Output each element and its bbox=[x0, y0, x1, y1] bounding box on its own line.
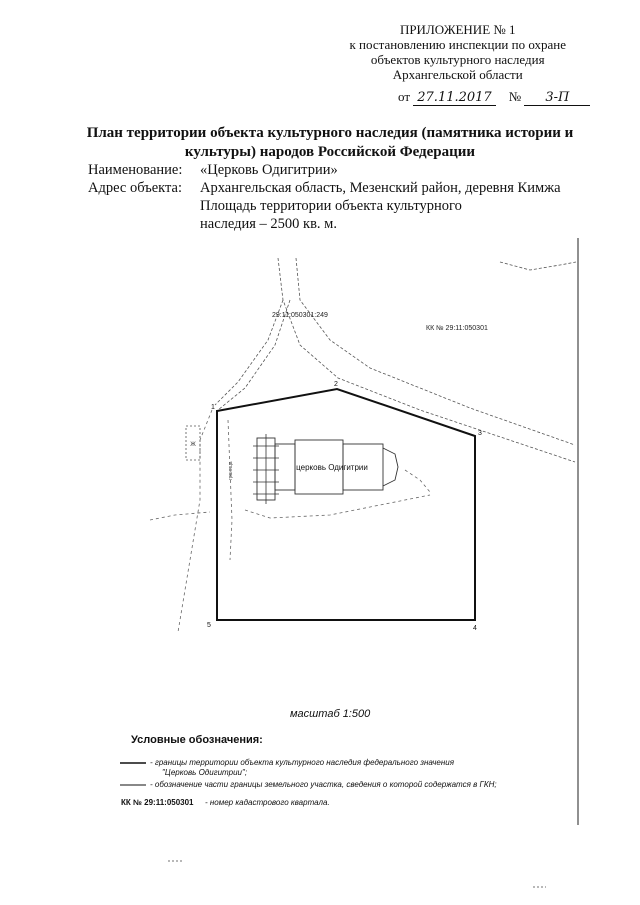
area-line-2: наследия – 2500 кв. м. bbox=[200, 216, 337, 232]
road-line-a bbox=[278, 258, 575, 462]
date-prefix: от bbox=[398, 89, 411, 104]
point-4: 4 bbox=[473, 625, 477, 632]
document-title: План территории объекта культурного наследия (памятника истории и культуры) народов Российской Федерации bbox=[86, 125, 574, 160]
point-2: 2 bbox=[334, 381, 338, 388]
number-value: 3-П bbox=[524, 90, 590, 106]
parcel-number-label: 29:11:050301:249 bbox=[272, 312, 328, 319]
legend-item-3-text: - номер кадастрового квартала. bbox=[205, 798, 330, 807]
legend-item-2-text: - обозначение части границы земельного участка, сведения о которой содержатся в ГКН; bbox=[150, 780, 497, 789]
territory-boundary bbox=[217, 389, 475, 620]
legend-item-1-text: - границы территории объекта культурного наследия федерального значения bbox=[150, 758, 455, 767]
point-1: 1 bbox=[211, 404, 215, 411]
number-prefix: № bbox=[508, 89, 522, 104]
appendix-line-2: объектов культурного наследия bbox=[370, 52, 545, 67]
yard-outline-east bbox=[405, 470, 430, 492]
west-dashed-line bbox=[150, 512, 210, 520]
name-label: Наименование: bbox=[88, 162, 183, 178]
road-line-b bbox=[296, 258, 575, 445]
quarter-label: КК № 29:11:050301 bbox=[426, 325, 488, 332]
inner-dashed-line bbox=[228, 420, 232, 560]
side-label: граница bbox=[228, 461, 234, 480]
area-line-1: Площадь территории объекта культурного bbox=[200, 198, 462, 214]
appendix-line-1: к постановлению инспекции по охране bbox=[349, 37, 566, 52]
point-5: 5 bbox=[207, 622, 211, 629]
name-value: «Церковь Одигитрии» bbox=[200, 162, 338, 178]
date-value: 27.11.2017 bbox=[413, 90, 495, 106]
legend-item-3-symbol: КК № 29:11:050301 bbox=[121, 798, 194, 807]
appendix-line-3: Архангельской области bbox=[392, 67, 523, 82]
church-yard-outline bbox=[245, 495, 430, 518]
church-label: церковь Одигитрии bbox=[296, 463, 368, 472]
legend-title: Условные обозначения: bbox=[131, 734, 263, 746]
legend-item-1-text2: "Церковь Одигитрии"; bbox=[162, 768, 248, 777]
address-value: Архангельская область, Мезенский район, деревня Кимжа bbox=[200, 180, 561, 196]
address-label: Адрес объекта: bbox=[88, 180, 182, 196]
point-3: 3 bbox=[478, 430, 482, 437]
neighbour-outline bbox=[500, 262, 576, 270]
scale-label: масштаб 1:500 bbox=[290, 708, 371, 720]
appendix-title: ПРИЛОЖЕНИЕ № 1 bbox=[399, 22, 516, 37]
small-building-mark: Ж bbox=[190, 442, 196, 448]
